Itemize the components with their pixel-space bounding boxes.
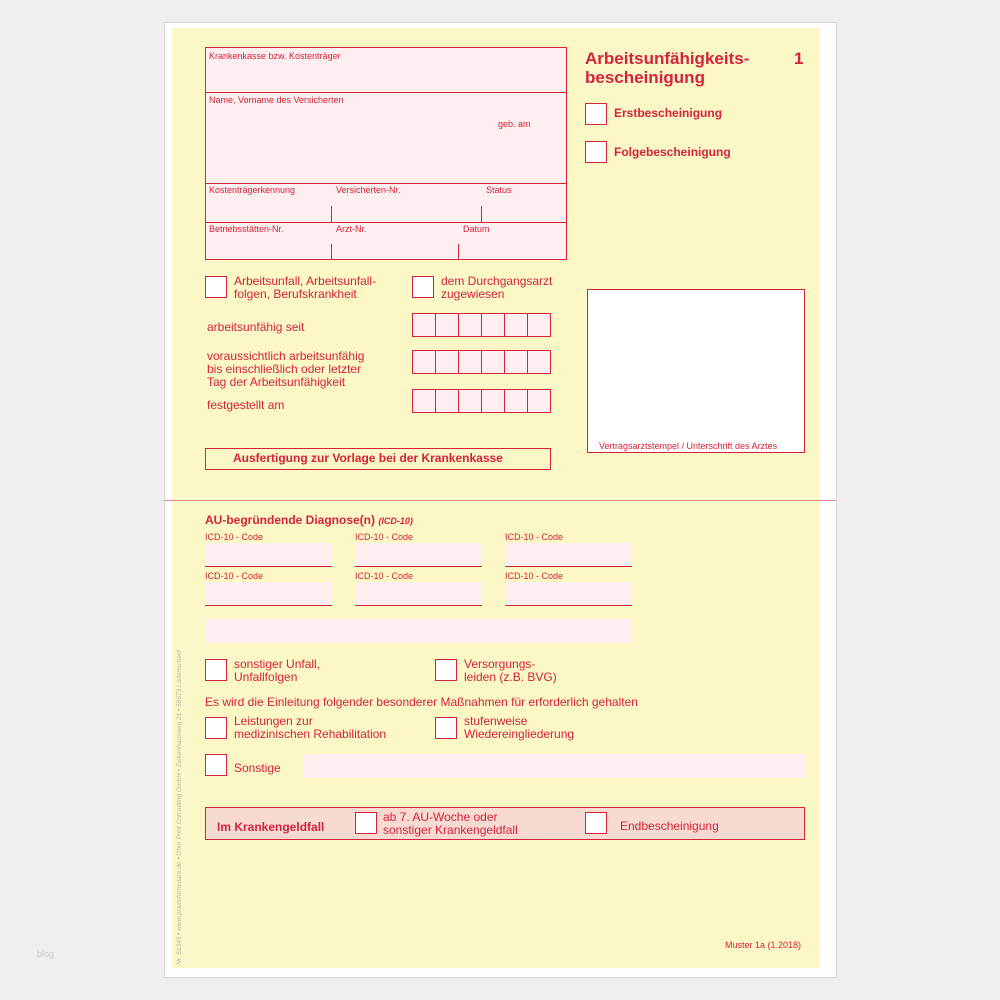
kostentraegerkennung-label: Kostenträgerkennung <box>209 185 296 195</box>
versicherten-nr-label: Versicherten-Nr. <box>336 185 401 195</box>
stamp-box[interactable] <box>587 289 805 453</box>
icd-code-field[interactable] <box>355 543 482 567</box>
betriebsstaetten-nr-label: Betriebsstätten-Nr. <box>209 224 284 234</box>
field-tick <box>331 206 332 222</box>
durchgangsarzt-label-line1: dem Durchgangsarzt <box>441 274 553 288</box>
icd-label: ICD-10 - Code <box>205 571 264 581</box>
rehabilitation-checkbox[interactable] <box>205 717 227 739</box>
sonstiger-unfall-checkbox[interactable] <box>205 659 227 681</box>
arzt-nr-label: Arzt-Nr. <box>336 224 367 234</box>
patient-box-divider <box>205 183 567 184</box>
rehabilitation-label-line1: Leistungen zur <box>234 714 313 728</box>
sonstige-text-field[interactable] <box>303 754 805 778</box>
icd-label: ICD-10 - Code <box>505 571 564 581</box>
icd-code-field[interactable] <box>355 582 482 606</box>
copy-number: 1 <box>794 49 804 68</box>
muster-label: Muster 1a (1.2018) <box>725 940 802 950</box>
stamp-label: Vertragsarztstempel / Unterschrift des Arztes <box>599 441 778 451</box>
durchgangsarzt-checkbox[interactable] <box>412 276 434 298</box>
patient-box-divider <box>205 222 567 223</box>
rehabilitation-label-line2: medizinischen Rehabilitation <box>234 727 387 741</box>
diagnose-text-field[interactable] <box>205 619 632 643</box>
voraussichtlich-label-line3: Tag der Arbeitsunfähigkeit <box>207 375 346 389</box>
icd-code-field[interactable] <box>505 543 632 567</box>
name-label: Name, Vorname des Versicherten <box>209 95 344 105</box>
diagnose-heading-suffix: (ICD-10) <box>378 516 413 526</box>
ab-7-au-woche-label-line1: ab 7. AU-Woche oder <box>383 810 498 824</box>
endbescheinigung-label: Endbescheinigung <box>620 819 719 833</box>
arbeitsunfall-label-line2: folgen, Berufskrankheit <box>234 287 357 301</box>
versorgungsleiden-checkbox[interactable] <box>435 659 457 681</box>
icd-label: ICD-10 - Code <box>205 532 264 542</box>
voraussichtlich-bis-field[interactable] <box>412 350 551 374</box>
wiedereingliederung-checkbox[interactable] <box>435 717 457 739</box>
erstbescheinigung-label: Erstbescheinigung <box>614 106 723 120</box>
icd-code-field[interactable] <box>505 582 632 606</box>
datum-label: Datum <box>463 224 490 234</box>
wiedereingliederung-label-line1: stufenweise <box>464 714 528 728</box>
endbescheinigung-checkbox[interactable] <box>585 812 607 834</box>
wiedereingliederung-label-line2: Wiedereingliederung <box>464 727 575 741</box>
tear-line <box>164 500 836 501</box>
folgebescheinigung-label: Folgebescheinigung <box>614 145 731 159</box>
side-imprint: Nr. 51345 • www.praxisformulare.de • Ohm Print Consulting GmbH • Ziekenhausweg 21 • 58673 Lüdenscheid <box>176 650 183 965</box>
krankengeld-label: Im Krankengeldfall <box>217 820 325 834</box>
folgebescheinigung-checkbox[interactable] <box>585 141 607 163</box>
ab-7-au-woche-checkbox[interactable] <box>355 812 377 834</box>
ausfertigung-label: Ausfertigung zur Vorlage bei der Krankenkasse <box>233 451 503 465</box>
massnahmen-text: Es wird die Einleitung folgender besonderer Maßnahmen für erforderlich gehalten <box>205 695 638 709</box>
watermark: blog <box>37 949 55 959</box>
geb-am-label: geb. am <box>498 119 531 129</box>
voraussichtlich-label-line1: voraussichtlich arbeitsunfähig <box>207 349 365 363</box>
krankenkasse-label: Krankenkasse bzw. Kostenträger <box>209 51 341 61</box>
icd-label: ICD-10 - Code <box>505 532 564 542</box>
sonstiger-unfall-label-line2: Unfallfolgen <box>234 670 298 684</box>
ab-7-au-woche-label-line2: sonstiger Krankengeldfall <box>383 823 518 837</box>
arbeitsunfall-label-line1: Arbeitsunfall, Arbeitsunfall- <box>234 274 377 288</box>
field-tick <box>481 206 482 222</box>
erstbescheinigung-checkbox[interactable] <box>585 103 607 125</box>
durchgangsarzt-label-line2: zugewiesen <box>441 287 505 301</box>
form-title-line2: bescheinigung <box>585 68 705 87</box>
icd-code-field[interactable] <box>205 543 332 567</box>
festgestellt-label: festgestellt am <box>207 398 285 412</box>
arbeitsunfall-checkbox[interactable] <box>205 276 227 298</box>
arbeitsunfaehig-seit-field[interactable] <box>412 313 551 337</box>
status-label: Status <box>486 185 512 195</box>
icd-label: ICD-10 - Code <box>355 532 414 542</box>
patient-box-divider <box>205 92 567 93</box>
icd-label: ICD-10 - Code <box>355 571 414 581</box>
field-tick <box>458 244 459 260</box>
versorgungsleiden-label-line2: leiden (z.B. BVG) <box>464 670 557 684</box>
sonstige-label: Sonstige <box>234 761 281 775</box>
sonstige-checkbox[interactable] <box>205 754 227 776</box>
versorgungsleiden-label-line1: Versorgungs- <box>464 657 536 671</box>
festgestellt-am-field[interactable] <box>412 389 551 413</box>
field-tick <box>331 244 332 260</box>
icd-code-field[interactable] <box>205 582 332 606</box>
form-title-line1: Arbeitsunfähigkeits- <box>585 49 750 68</box>
diagnose-heading <box>205 514 413 528</box>
diagnose-heading-text: AU-begründende Diagnose(n) <box>205 513 375 527</box>
voraussichtlich-label-line2: bis einschließlich oder letzter <box>207 362 362 376</box>
sonstiger-unfall-label-line1: sonstiger Unfall, <box>234 657 321 671</box>
arbeitsunfaehig-seit-label: arbeitsunfähig seit <box>207 320 305 334</box>
